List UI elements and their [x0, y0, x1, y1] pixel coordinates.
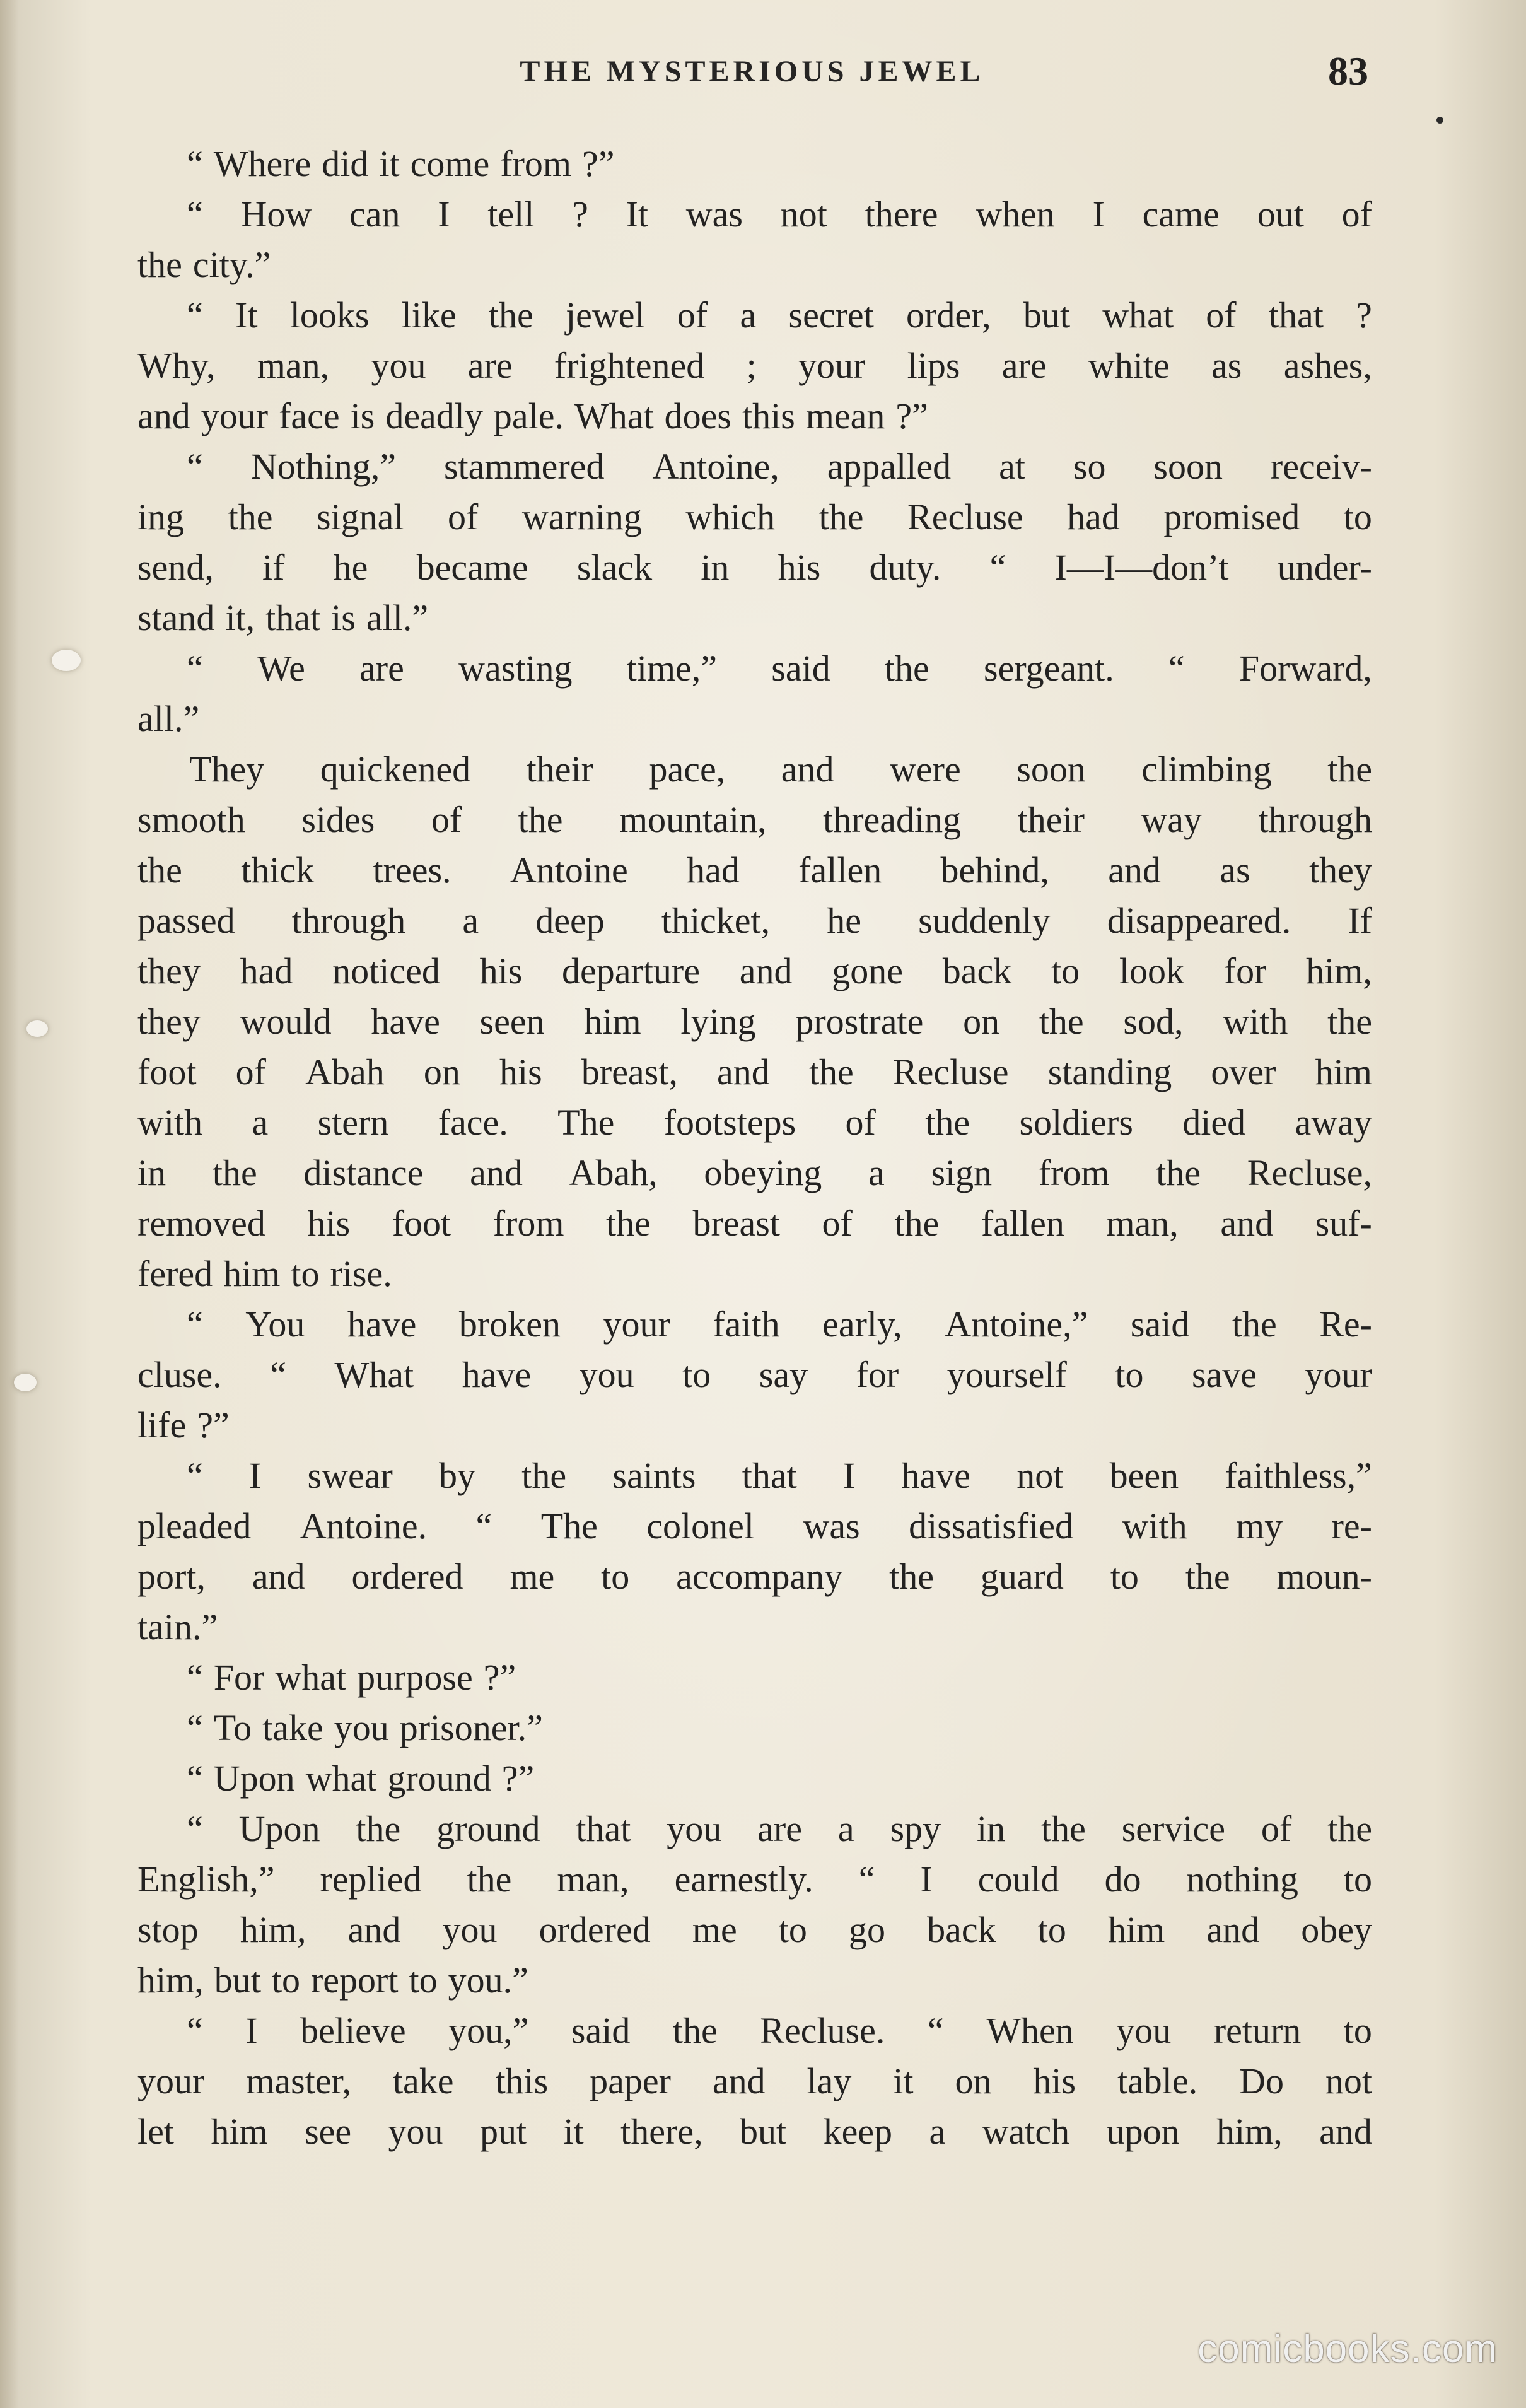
- text-line: port, and ordered me to accompany the guard to the moun-: [137, 1556, 1372, 1597]
- text-line: “ I believe you,” said the Recluse. “ When you return to: [187, 2010, 1372, 2051]
- ink-speck: [1436, 117, 1443, 124]
- running-head: [136, 43, 1368, 100]
- text-line: stand it, that is all.”: [137, 597, 429, 638]
- text-line: Why, man, you are frightened ; your lips are white as ashes,: [137, 345, 1372, 386]
- text-line: “ It looks like the jewel of a secret order, but what of that ?: [187, 295, 1372, 336]
- text-line: “ To take you prisoner.”: [187, 1707, 543, 1748]
- text-line: him, but to report to you.”: [137, 1960, 528, 2001]
- page-number: 83: [1328, 49, 1368, 93]
- text-line: let him see you put it there, but keep a watch upon him, and: [137, 2111, 1372, 2152]
- text-line: “ We are wasting time,” said the sergeant. “ Forward,: [187, 648, 1372, 689]
- text-line: “ How can I tell ? It was not there when I came out of: [187, 194, 1372, 235]
- page-edge-tear: [14, 1374, 37, 1391]
- page-edge-tear: [52, 650, 81, 671]
- running-title: THE MYSTERIOUS JEWEL: [520, 55, 984, 88]
- page-gutter-shadow: [0, 0, 19, 2408]
- text-line: tain.”: [137, 1606, 218, 1647]
- text-line: foot of Abah on his breast, and the Recluse standing over him: [137, 1051, 1372, 1092]
- text-line: the thick trees. Antoine had fallen behind, and as they: [137, 850, 1372, 891]
- text-line: they had noticed his departure and gone back to look for him,: [137, 950, 1372, 991]
- text-line: smooth sides of the mountain, threading their way through: [137, 799, 1372, 840]
- text-line: in the distance and Abah, obeying a sign from the Recluse,: [137, 1152, 1372, 1193]
- text-line: all.”: [137, 698, 200, 739]
- text-line: “ I swear by the saints that I have not been faithless,”: [187, 1455, 1372, 1496]
- text-line: stop him, and you ordered me to go back to him and obey: [137, 1909, 1372, 1950]
- page-edge-tear: [26, 1020, 48, 1037]
- text-line: They quickened their pace, and were soon climbing the: [189, 749, 1372, 790]
- text-line: pleaded Antoine. “ The colonel was dissatisfied with my re-: [137, 1505, 1372, 1546]
- text-line: fered him to rise.: [137, 1253, 392, 1294]
- text-line: cluse. “ What have you to say for yourself to save your: [137, 1354, 1372, 1395]
- text-line: send, if he became slack in his duty. “ I—I—don’t under-: [137, 547, 1372, 588]
- text-line: passed through a deep thicket, he suddenly disappeared. If: [137, 900, 1372, 941]
- text-line: English,” replied the man, earnestly. “ I could do nothing to: [137, 1859, 1372, 1900]
- text-line: with a stern face. The footsteps of the soldiers died away: [137, 1102, 1372, 1143]
- text-line: ing the signal of warning which the Recluse had promised to: [137, 496, 1372, 537]
- text-line: “ Where did it come from ?”: [187, 143, 615, 184]
- text-line: the city.”: [137, 244, 271, 285]
- text-line: “ Upon what ground ?”: [187, 1758, 535, 1799]
- site-watermark: comicbooks.com: [1197, 2327, 1498, 2371]
- text-line: “ Nothing,” stammered Antoine, appalled at so soon receiv-: [187, 446, 1372, 487]
- text-line: “ Upon the ground that you are a spy in the service of the: [187, 1808, 1372, 1849]
- text-line: life ?”: [137, 1405, 230, 1446]
- text-line: they would have seen him lying prostrate on the sod, with the: [137, 1001, 1372, 1042]
- text-line: your master, take this paper and lay it on his table. Do not: [137, 2060, 1372, 2101]
- text-line: “ For what purpose ?”: [187, 1657, 516, 1698]
- text-line: removed his foot from the breast of the fallen man, and suf-: [137, 1203, 1372, 1244]
- body-text: [137, 139, 1372, 2157]
- text-line: “ You have broken your faith early, Antoine,” said the Re-: [187, 1304, 1372, 1345]
- text-line: and your face is deadly pale. What does this mean ?”: [137, 395, 928, 436]
